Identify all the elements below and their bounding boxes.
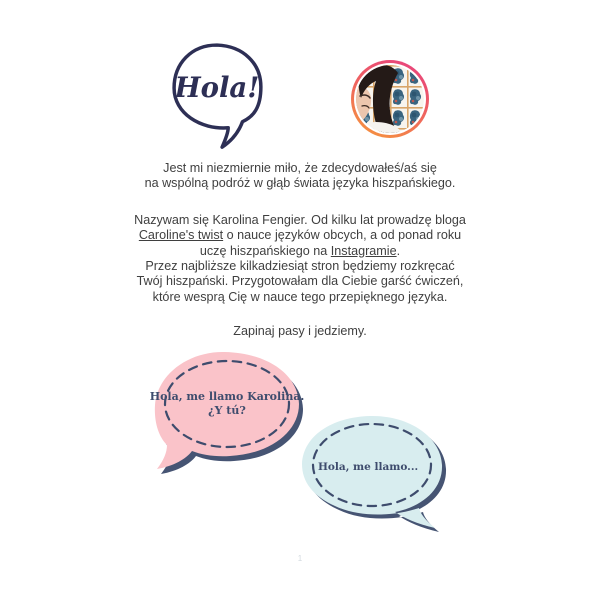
about-text: Nazywam się Karolina Fengier. Od kilku lat prowadzę bloga <box>134 212 466 227</box>
intro-paragraph <box>0 161 600 192</box>
hola-logo <box>170 42 266 148</box>
instagram-avatar <box>351 60 429 138</box>
about-line <box>0 290 600 305</box>
about-text: które wesprą Cię w nauce tego przepięknego języka. <box>152 289 448 304</box>
blue-speech-bubble <box>296 408 458 538</box>
about-paragraph <box>0 213 600 305</box>
intro-line: na wspólną podróż w głąb świata języka hiszpańskiego. <box>144 176 456 191</box>
page-body-text <box>0 161 600 340</box>
pink-speech-bubble <box>145 350 307 478</box>
about-text: . <box>396 243 401 258</box>
logo-text: Hola! <box>174 72 260 105</box>
pink-bubble-icon <box>145 350 307 478</box>
about-line <box>0 213 600 228</box>
about-line <box>0 274 600 289</box>
blue-bubble-icon <box>296 408 458 538</box>
about-text: uczę hiszpańskiego na <box>199 243 331 258</box>
avatar-ring <box>354 63 426 135</box>
about-line <box>0 228 600 243</box>
carolines-twist-link[interactable]: Caroline's twist <box>138 228 224 243</box>
avatar-photo <box>356 65 424 133</box>
intro-line: Jest mi niezmiernie miło, że zdecydowałeś/aś się <box>163 161 437 175</box>
cta-text: Zapinaj pasy i jedziemy. <box>233 324 367 339</box>
about-text: Przez najbliższe kilkadziesiąt stron będziemy rozkręcać <box>145 259 455 274</box>
speech-bubble-logo-icon <box>170 42 266 150</box>
about-line <box>0 244 600 259</box>
about-line <box>0 259 600 274</box>
about-text: o nauce języków obcych, a od ponad roku <box>223 228 462 243</box>
page-number: 1 <box>297 554 303 563</box>
about-text: Twój hiszpański. Przygotowałam dla Ciebie garść ćwiczeń, <box>136 274 464 289</box>
cta-paragraph <box>0 324 600 339</box>
blue-bubble-text: Hola, me llamo... <box>318 461 419 473</box>
pink-bubble-line1: Hola, me llamo Karolina. <box>149 390 305 403</box>
pink-bubble-line2: ¿Y tú? <box>208 404 246 417</box>
instagram-link[interactable]: Instagramie <box>330 243 397 258</box>
